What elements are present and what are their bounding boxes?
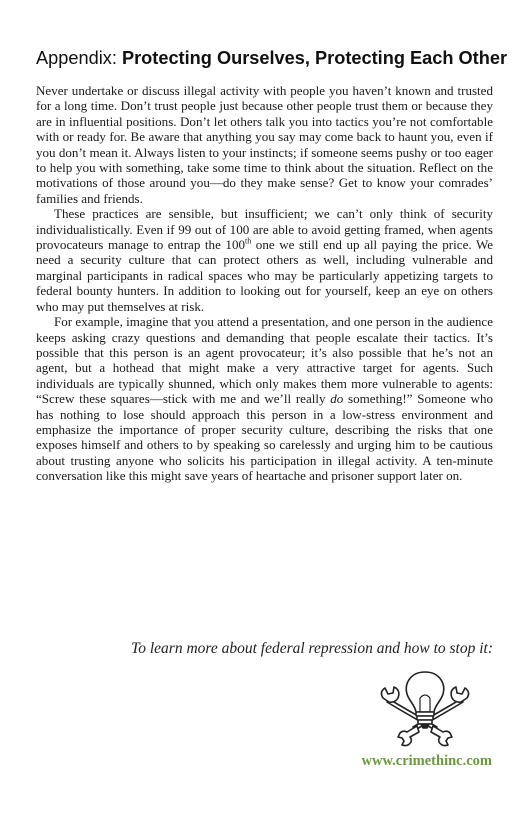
title-main: Protecting Ourselves, Protecting Each Other — [121, 48, 508, 68]
emphasis: do — [330, 391, 344, 407]
paragraph-2 — [36, 206, 493, 314]
footer-tagline: To learn more about federal repression and how to stop it: — [131, 640, 493, 657]
paragraph-2-part-b: one we still end up all paying the price. We need a security culture that can protect others as well, including vulnerable and marginal participants in radical spaces who may be particularly appetizing targets to federal bounty hunters. In addition to looking out for yourself, keep an eye on others who may put themselves at risk. — [36, 237, 494, 314]
paragraph-3-part-b: something!” Someone who has nothing to lose should approach this person in a low-stress environment and emphasize the importance of proper security culture, describing the risks that one exposes himself and others to by speaking so carelessly and urging him to be cautious about trusting anyone who solicits his participation in illegal activity. A ten-minute conversation like this might save years of heartache and prisoner support later on. — [36, 391, 493, 484]
lightbulb-crossed-wrenches-icon — [373, 668, 477, 748]
website-url[interactable]: www.crimethinc.com — [361, 753, 492, 769]
page-title — [36, 47, 508, 69]
superscript: th — [245, 236, 252, 246]
paragraph-1: Never undertake or discuss illegal activity with people you haven’t known and trusted for a long time. Don’t trust people just because other people trust them or because they are in influential positions. Don’t let others talk you into tactics you’re not comfortable with or ready for. Be aware that anything you say may come back to haunt you, even if you don’t mean it. Always listen to your instincts; if someone seems pushy or too eager to help you with something, take some time to think about the situation. Reflect on the motivations of those around you—do they make sense? Get to know your comrades’ families and friends. — [36, 83, 493, 206]
title-prefix: Appendix: — [36, 48, 122, 68]
paragraph-3 — [36, 314, 493, 483]
paragraph-2-part-a: These practices are sensible, but insufficient; we can’t only think of security individualistically. Even if 99 out of 100 are able to avoid getting framed, when agents provocateurs manage to entrap the 100 — [36, 206, 493, 253]
paragraph-3-part-a: For example, imagine that you attend a presentation, and one person in the audience keeps asking crazy questions and demanding that people escalate their tactics. It’s possible that this person is an agent provocateur; it’s also possible that he’s not an agent, but a hothead that might make a very attractive target for agents. Such individuals are typically shunned, which only makes them more vulnerable to agents: “Screw these squares—stick with me and we’ll really — [36, 314, 493, 407]
body-text — [36, 83, 493, 484]
